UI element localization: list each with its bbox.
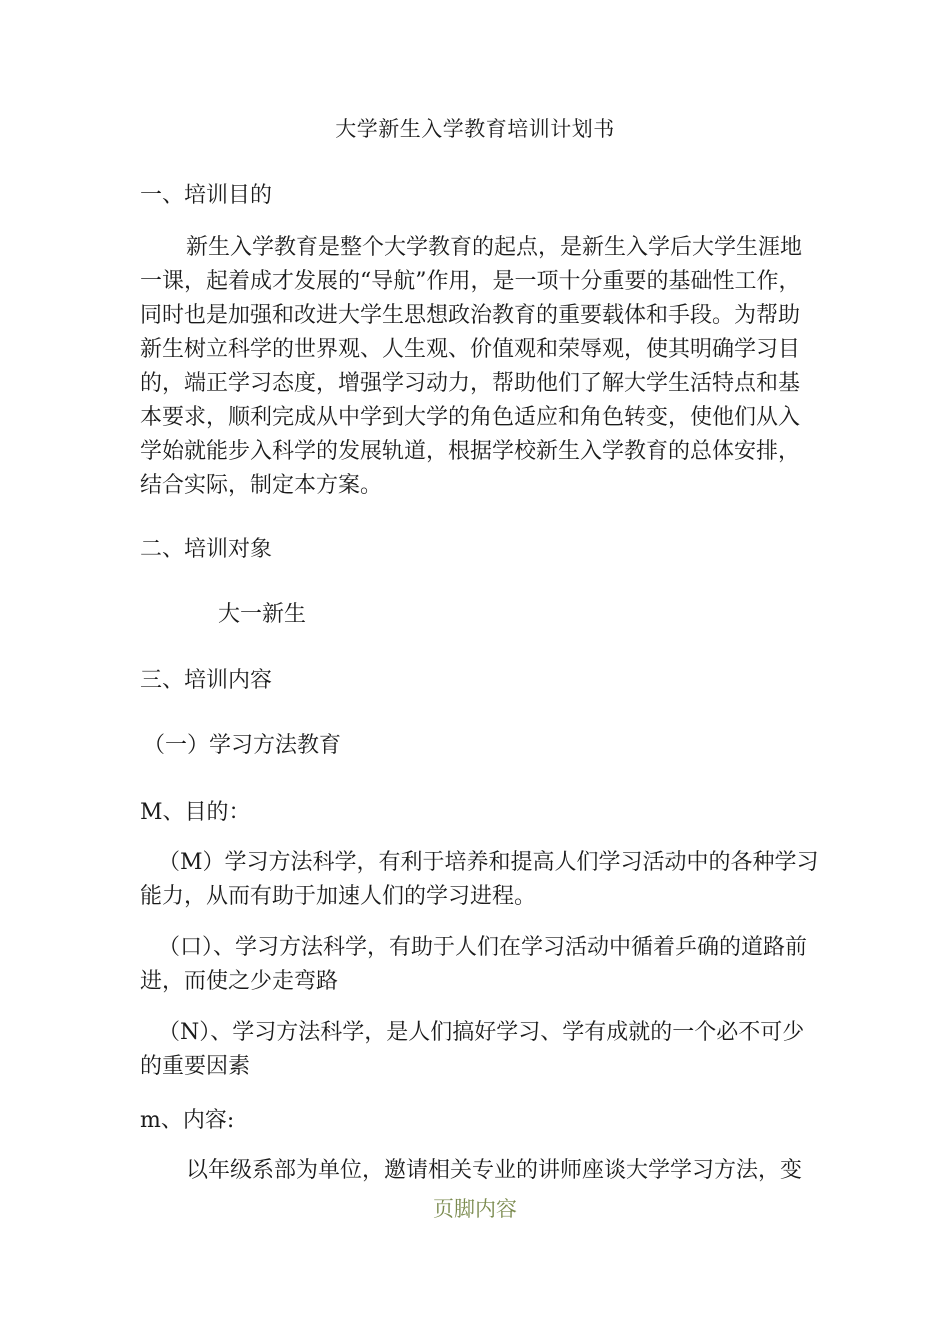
page-footer: 页脚内容 — [433, 1197, 517, 1221]
paragraph-line: （M）学习方法科学，有利于培养和提高人们学习活动中的各种学习 — [158, 850, 819, 875]
content-heading: m、内容: — [140, 1108, 235, 1133]
subsection-heading: （一）学习方法教育 — [143, 733, 342, 758]
section2-heading: 二、培训对象 — [140, 537, 273, 562]
section3-heading: 三、培训内容 — [140, 668, 273, 693]
paragraph-line: 新生入学教育是整个大学教育的起点，是新生入学后大学生涯地 — [186, 235, 803, 260]
paragraph-line: 本要求，顺利完成从中学到大学的角色适应和角色转变，使他们从入 — [140, 405, 801, 430]
paragraph-line: （口）、学习方法科学，有助于人们在学习活动中循着乒确的道路前 — [158, 935, 808, 960]
paragraph-line: 的，端正学习态度，增强学习动力，帮助他们了解大学生活特点和基 — [140, 371, 801, 396]
paragraph-line: 的重要因素 — [140, 1054, 251, 1079]
section1-paragraph — [140, 231, 830, 503]
purpose-item-1 — [140, 846, 830, 914]
paragraph-line: 能力，从而有助于加速人们的学习进程。 — [140, 884, 537, 909]
paragraph-line: 以年级系部为单位，邀请相关专业的讲师座谈大学学习方法，变 — [186, 1158, 803, 1183]
paragraph-line: 一课，起着成才发展的“导航”作用，是一项十分重要的基础性工作， — [140, 269, 801, 294]
section1-heading: 一、培训目的 — [140, 183, 273, 208]
paragraph-line: 新生树立科学的世界观、人生观、价值观和荣辱观，使其明确学习目 — [140, 337, 801, 362]
training-target: 大一新生 — [218, 602, 307, 627]
purpose-item-2 — [140, 931, 830, 999]
content-paragraph — [140, 1154, 830, 1188]
paragraph-line: 进，而使之少走弯路 — [140, 969, 339, 994]
purpose-item-3 — [140, 1016, 830, 1084]
paragraph-line: 同时也是加强和改进大学生思想政治教育的重要载体和手段。为帮助 — [140, 303, 801, 328]
document-title: 大学新生入学教育培训计划书 — [335, 117, 615, 141]
paragraph-line: 结合实际，制定本方案。 — [140, 473, 383, 498]
paragraph-line: 学始就能步入科学的发展轨道，根据学校新生入学教育的总体安排， — [140, 439, 801, 464]
paragraph-line: （N）、学习方法科学，是人们搞好学习、学有成就的一个必不可少 — [158, 1020, 805, 1045]
purpose-heading: M、目的： — [140, 800, 251, 825]
